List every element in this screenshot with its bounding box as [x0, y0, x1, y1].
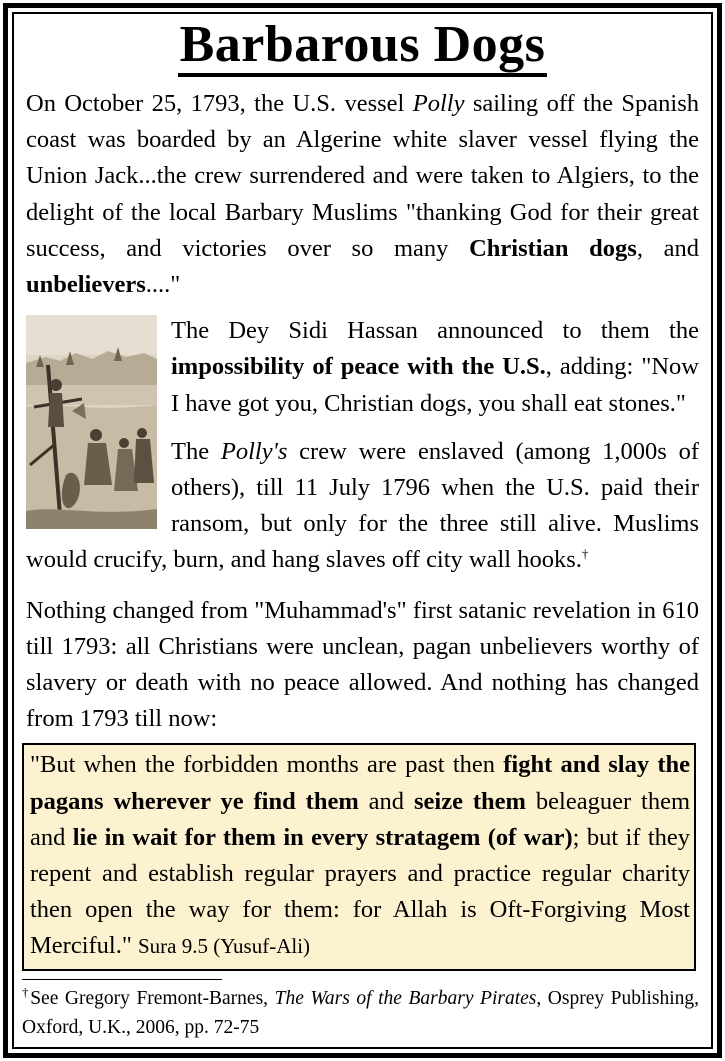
- footnote: †See Gregory Fremont-Barnes, The Wars of the Barbary Pirates, Osprey Publishing, Oxford, U.K., 2006, pp. 72-75: [22, 984, 699, 1038]
- paragraph-dey-sidi-hassan: The Dey Sidi Hassan announced to them the impossibility of peace with the U.S., adding: "Now I have got you, Christian dogs, you shall eat stones.": [171, 317, 699, 417]
- emphasis-fight-and-slay: fight and slay the pagans wherever ye find them: [30, 751, 690, 815]
- engraving-illustration: [26, 315, 157, 529]
- illustrated-block: [26, 313, 699, 578]
- emphasis-seize-them: seize them: [413, 787, 526, 815]
- footnote-divider: [22, 979, 222, 980]
- emphasis-christian-dogs: Christian dogs: [469, 234, 637, 262]
- quote-source: Sura 9.5 (Yusuf-Ali): [137, 934, 311, 959]
- paragraph-crew-enslaved: The Polly's crew were enslaved (among 1,000s of others), till 11 July 1796 when the U.S. paid their ransom, but only for the three still alive. Muslims would crucify, burn, and hang slaves off city wall hooks.†: [26, 437, 699, 574]
- quote-box-sura: "But when the forbidden months are past then fight and slay the pagans wherever ye find them and seize them beleaguer them and lie in wait for them in every stratagem (of war); but if they repent and establish regular prayers and practice regular charity then open the way for them: for Allah is Oft-Forgiving Most Merciful." Sura 9.5 (Yusuf-Ali): [22, 743, 696, 970]
- footnote-mark: †: [22, 984, 31, 1000]
- page-title: Barbarous Dogs: [26, 14, 699, 76]
- content: [22, 14, 699, 1042]
- footnote-book-title: The Wars of the Barbary Pirates: [274, 987, 537, 1009]
- ship-name: Polly: [412, 90, 465, 117]
- ship-name-possessive: Polly's: [220, 437, 288, 465]
- engraving-image: [26, 315, 157, 529]
- paragraph-polly-boarded: On October 25, 1793, the U.S. vessel Polly sailing off the Spanish coast was boarded by an Algerine white slaver vessel flying the Union Jack...the crew surrendered and were taken to Algiers, to the delight of the local Barbary Muslims "thanking God for their great success, and victories over so many Christian dogs, and unbelievers....": [26, 90, 699, 299]
- emphasis-lie-in-wait: lie in wait for them in every stratagem (of war): [72, 823, 573, 851]
- emphasis-impossibility-of-peace: impossibility of peace with the U.S.: [171, 353, 546, 381]
- footnote-marker: †: [581, 546, 589, 562]
- emphasis-unbelievers: unbelievers: [26, 271, 146, 299]
- paragraph-nothing-changed: Nothing changed from "Muhammad's" first satanic revelation in 610 till 1793: all Christians were unclean, pagan unbelievers worthy of slavery or death with no peace allowed. And nothing has changed from 1793 till now:: [26, 596, 699, 733]
